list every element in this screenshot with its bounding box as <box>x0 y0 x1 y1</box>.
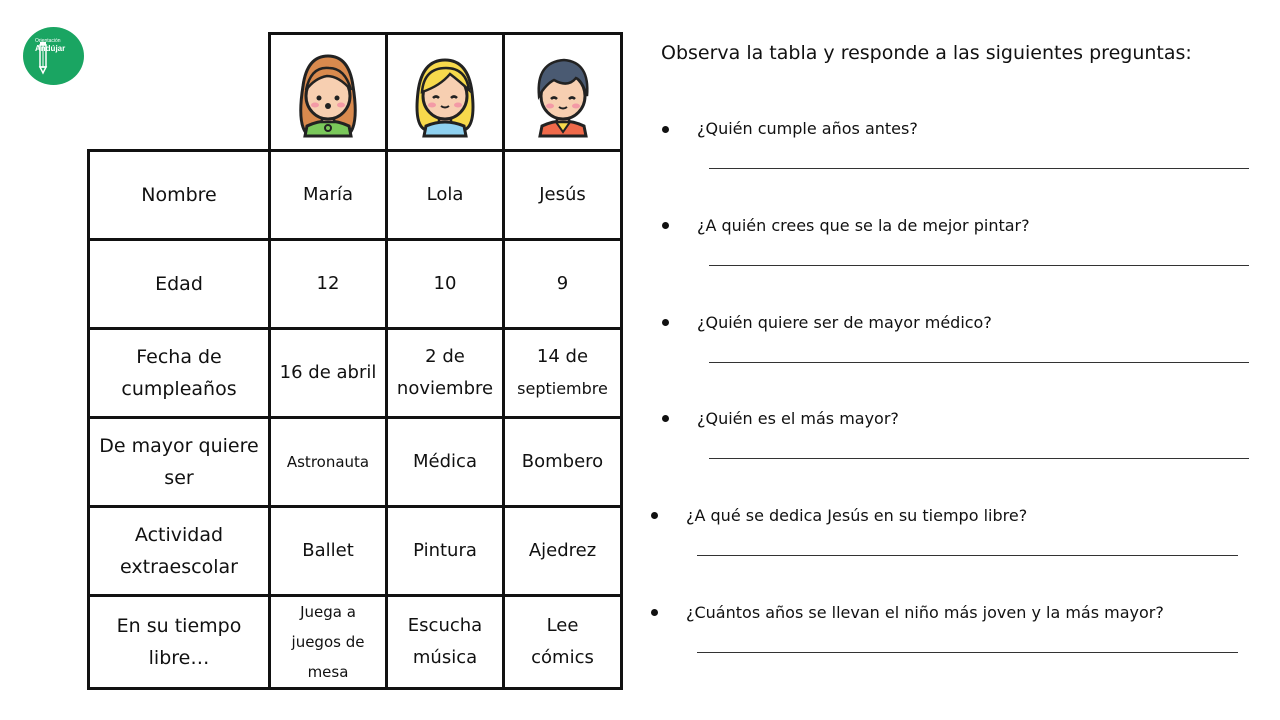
table-row <box>89 596 622 689</box>
cell-actividad-jesus: Ajedrez <box>504 507 622 596</box>
bullet-icon <box>662 415 669 422</box>
cell-profesion-lola: Médica <box>387 418 504 507</box>
cell-fecha-jesus <box>504 329 622 418</box>
answer-line-2[interactable] <box>709 265 1249 266</box>
answer-line-3[interactable] <box>709 362 1249 363</box>
boy-dark-hair-icon <box>524 46 602 138</box>
girl-brown-hair-icon <box>289 46 367 138</box>
avatar-row <box>89 34 622 151</box>
header-line: Actividad <box>134 524 224 546</box>
question-6: ¿Cuántos años se llevan el niño más joven y la más mayor? <box>686 603 1164 622</box>
cell-edad-jesus: 9 <box>504 240 622 329</box>
header-line: ser <box>164 467 194 489</box>
cell-tiempo-libre-lola <box>387 596 504 689</box>
instruction-text: Observa la tabla y responde a las siguientes preguntas: <box>661 42 1192 64</box>
cell-actividad-maria: Ballet <box>270 507 387 596</box>
question-5: ¿A qué se dedica Jesús en su tiempo libre? <box>686 506 1028 525</box>
row-header-fecha-cumpleanos <box>89 329 270 418</box>
question-3: ¿Quién quiere ser de mayor médico? <box>697 313 992 332</box>
cell-profesion-maria: Astronauta <box>270 418 387 507</box>
header-line: cumpleaños <box>121 378 237 400</box>
row-header-edad: Edad <box>89 240 270 329</box>
cell-nombre-lola: Lola <box>387 151 504 240</box>
cell-line: Escucha <box>407 615 483 636</box>
girl-blonde-hair-icon <box>406 46 484 138</box>
question-4: ¿Quién es el más mayor? <box>697 409 899 428</box>
row-header-actividad-extraescolar <box>89 507 270 596</box>
cell-line: septiembre <box>517 379 608 398</box>
cell-line: cómics <box>531 647 594 668</box>
header-line: extraescolar <box>120 556 238 578</box>
logo-brand-text: Andújar <box>35 44 66 53</box>
cell-actividad-lola: Pintura <box>387 507 504 596</box>
table-row <box>89 418 622 507</box>
cell-fecha-maria <box>270 329 387 418</box>
bullet-icon <box>662 126 669 133</box>
cell-line: Lee <box>546 615 579 636</box>
cell-line: 14 de <box>536 346 589 367</box>
header-line: libre… <box>148 647 210 669</box>
answer-line-1[interactable] <box>709 168 1249 169</box>
answer-line-6[interactable] <box>697 652 1238 653</box>
table-row <box>89 507 622 596</box>
cell-line: 2 de <box>425 346 465 367</box>
question-2: ¿A quién crees que se la de mejor pintar? <box>697 216 1030 235</box>
cell-line: 16 de abril <box>279 362 377 383</box>
table-row <box>89 151 622 240</box>
cell-edad-maria: 12 <box>270 240 387 329</box>
header-line: En su tiempo <box>116 615 242 637</box>
student-info-table <box>87 32 623 690</box>
cell-fecha-lola <box>387 329 504 418</box>
cell-tiempo-libre-maria <box>270 596 387 689</box>
table-row <box>89 240 622 329</box>
header-line: Fecha de <box>136 346 222 368</box>
bullet-icon <box>651 512 658 519</box>
cell-line: Juega a <box>300 603 356 621</box>
avatar-cell-maria <box>270 34 387 151</box>
empty-corner-cell <box>89 34 270 151</box>
bullet-icon <box>662 222 669 229</box>
row-header-nombre: Nombre <box>89 151 270 240</box>
cell-edad-lola: 10 <box>387 240 504 329</box>
header-line: De mayor quiere <box>99 435 259 457</box>
cell-line: música <box>412 647 478 668</box>
answer-line-5[interactable] <box>697 555 1238 556</box>
table-row <box>89 329 622 418</box>
avatar-cell-lola <box>387 34 504 151</box>
cell-nombre-jesus: Jesús <box>504 151 622 240</box>
logo-top-text: Orientación <box>35 38 61 44</box>
row-header-tiempo-libre <box>89 596 270 689</box>
cell-profesion-jesus: Bombero <box>504 418 622 507</box>
question-1: ¿Quién cumple años antes? <box>697 119 918 138</box>
cell-line: mesa <box>307 663 349 681</box>
row-header-de-mayor-quiere-ser <box>89 418 270 507</box>
bullet-icon <box>651 609 658 616</box>
avatar-cell-jesus <box>504 34 622 151</box>
bullet-icon <box>662 319 669 326</box>
cell-line: juegos de <box>291 633 365 651</box>
cell-nombre-maria: María <box>270 151 387 240</box>
cell-tiempo-libre-jesus <box>504 596 622 689</box>
answer-line-4[interactable] <box>709 458 1249 459</box>
cell-line: noviembre <box>396 378 494 399</box>
orientacion-andujar-logo <box>23 27 84 85</box>
